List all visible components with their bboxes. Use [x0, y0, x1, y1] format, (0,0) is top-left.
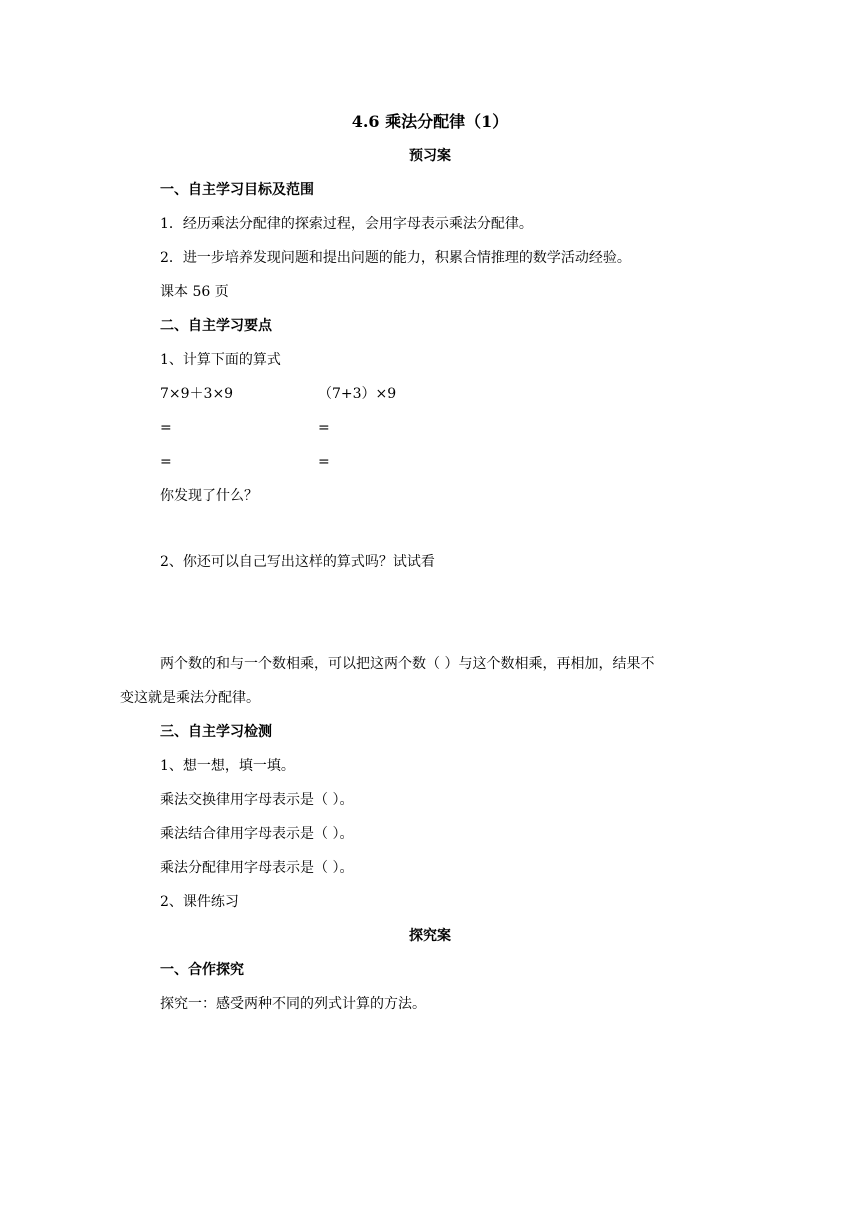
question-1-label: 1、计算下面的算式: [160, 352, 281, 368]
discovery-prompt: 你发现了什么？: [160, 488, 258, 504]
question-2-label: 2、你还可以自己写出这样的算式吗？试试看: [160, 554, 435, 570]
associative-law-blank: 乘法结合律用字母表示是（ ）。: [160, 826, 354, 842]
equals-sign: =: [160, 454, 172, 470]
distributive-law-blank: 乘法分配律用字母表示是（ ）。: [160, 860, 354, 876]
section-heading-key-points: 二、自主学习要点: [160, 318, 272, 334]
goal-item-1: 1．经历乘法分配律的探索过程，会用字母表示乘法分配律。: [160, 216, 533, 232]
explore-heading: 探究案: [409, 928, 451, 944]
check-question-1: 1、想一想，填一填。: [160, 758, 295, 774]
explore-item-1: 探究一：感受两种不同的列式计算的方法。: [160, 996, 426, 1012]
section-heading-goals: 一、自主学习目标及范围: [160, 182, 314, 198]
section-heading-cooperative: 一、合作探究: [160, 962, 244, 978]
equals-sign: =: [318, 420, 330, 436]
equals-sign: =: [318, 454, 330, 470]
page-title: 4.6 乘法分配律（1）: [351, 112, 509, 131]
commutative-law-blank: 乘法交换律用字母表示是（ ）。: [160, 792, 354, 808]
section-heading-self-check: 三、自主学习检测: [160, 724, 272, 740]
check-question-2: 2、课件练习: [160, 894, 239, 910]
law-statement-line-1: 两个数的和与一个数相乘，可以把这两个数（ ）与这个数相乘，再相加，结果不: [160, 656, 655, 672]
equals-sign: =: [160, 420, 172, 436]
expression-right: （7+3）×9: [318, 386, 397, 402]
expression-left: 7×9＋3×9: [160, 386, 234, 402]
textbook-range: 课本 56 页: [160, 284, 229, 300]
goal-item-2: 2．进一步培养发现问题和提出问题的能力，积累合情推理的数学活动经验。: [160, 250, 631, 266]
preview-heading: 预习案: [409, 148, 451, 164]
law-statement-line-2: 变这就是乘法分配律。: [120, 690, 260, 706]
